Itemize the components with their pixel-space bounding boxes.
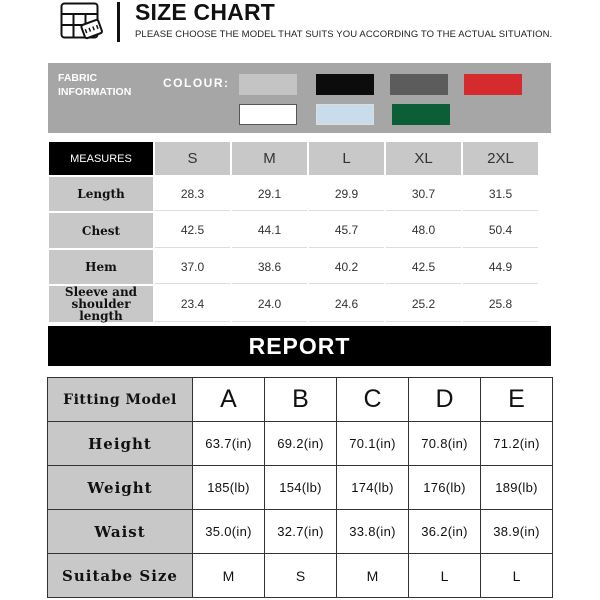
measures-header: MEASURES — [49, 142, 153, 175]
table-cell: 37.0 — [155, 250, 230, 284]
size-header: L — [309, 142, 384, 175]
size-header: M — [232, 142, 307, 175]
table-row — [49, 286, 538, 322]
table-cell: 69.2(in) — [265, 422, 337, 466]
model-header: C — [337, 378, 409, 422]
table-cell: 189(lb) — [481, 466, 553, 510]
table-row — [48, 466, 553, 510]
page-subtitle: PLEASE CHOOSE THE MODEL THAT SUITS YOU ACCORDING TO THE ACTUAL SITUATION. — [135, 29, 553, 40]
table-cell: 33.8(in) — [337, 510, 409, 554]
size-header: S — [155, 142, 230, 175]
size-measures-table — [47, 140, 540, 324]
table-cell: 28.3 — [155, 177, 230, 211]
table-cell: 31.5 — [463, 177, 538, 211]
fabric-information-label: FABRIC INFORMATION — [58, 72, 132, 98]
table-cell: M — [193, 554, 265, 598]
table-row — [48, 422, 553, 466]
table-cell: 176(lb) — [409, 466, 481, 510]
table-cell: 45.7 — [309, 213, 384, 248]
table-cell: 36.2(in) — [409, 510, 481, 554]
table-cell: M — [337, 554, 409, 598]
row-label: Suitabe Size — [48, 554, 193, 598]
colour-swatch-dark-grey[interactable] — [390, 74, 448, 95]
row-label: Waist — [48, 510, 193, 554]
model-header: B — [265, 378, 337, 422]
table-row — [48, 554, 553, 598]
fabric-information-panel — [48, 63, 551, 133]
table-cell: 40.2 — [309, 250, 384, 284]
table-cell: 29.1 — [232, 177, 307, 211]
table-header-row — [48, 378, 553, 422]
table-cell: 50.4 — [463, 213, 538, 248]
colour-label: COLOUR: — [163, 76, 230, 90]
row-label: Length — [49, 177, 153, 211]
table-row — [48, 510, 553, 554]
report-banner: REPORT — [48, 326, 551, 366]
table-cell: 44.1 — [232, 213, 307, 248]
table-cell: 32.7(in) — [265, 510, 337, 554]
row-label: Sleeve and shoulder length — [49, 286, 153, 322]
table-row — [49, 250, 538, 284]
table-cell: 25.8 — [463, 286, 538, 322]
table-cell: 42.5 — [155, 213, 230, 248]
table-cell: L — [481, 554, 553, 598]
colour-swatch-red[interactable] — [464, 74, 522, 95]
table-cell: L — [409, 554, 481, 598]
tape-measure-grid-icon — [60, 2, 104, 40]
table-row — [49, 177, 538, 211]
table-cell: 154(lb) — [265, 466, 337, 510]
table-cell: 23.4 — [155, 286, 230, 322]
table-cell: 185(lb) — [193, 466, 265, 510]
colour-swatch-heather-grey[interactable] — [239, 74, 297, 95]
table-cell: 71.2(in) — [481, 422, 553, 466]
size-header: XL — [386, 142, 461, 175]
size-header: 2XL — [463, 142, 538, 175]
table-cell: 24.0 — [232, 286, 307, 322]
table-cell: 38.6 — [232, 250, 307, 284]
table-cell: S — [265, 554, 337, 598]
table-row — [49, 213, 538, 248]
colour-swatch-white[interactable] — [239, 104, 297, 125]
header-divider — [117, 2, 120, 42]
row-label: Hem — [49, 250, 153, 284]
model-header: A — [193, 378, 265, 422]
table-cell: 24.6 — [309, 286, 384, 322]
table-cell: 30.7 — [386, 177, 461, 211]
table-cell: 174(lb) — [337, 466, 409, 510]
table-cell: 70.1(in) — [337, 422, 409, 466]
table-cell: 63.7(in) — [193, 422, 265, 466]
table-cell: 29.9 — [309, 177, 384, 211]
row-label: Chest — [49, 213, 153, 248]
table-cell: 70.8(in) — [409, 422, 481, 466]
fitting-model-header: Fitting Model — [48, 378, 193, 422]
table-cell: 42.5 — [386, 250, 461, 284]
table-cell: 48.0 — [386, 213, 461, 248]
row-label: Weight — [48, 466, 193, 510]
page-title: SIZE CHART — [135, 0, 275, 25]
table-cell: 25.2 — [386, 286, 461, 322]
model-header: E — [481, 378, 553, 422]
table-cell: 35.0(in) — [193, 510, 265, 554]
table-cell: 44.9 — [463, 250, 538, 284]
model-header: D — [409, 378, 481, 422]
colour-swatch-green[interactable] — [392, 104, 450, 125]
table-header-row — [49, 142, 538, 175]
colour-swatch-light-blue[interactable] — [316, 104, 374, 125]
colour-swatch-black[interactable] — [316, 74, 374, 95]
table-cell: 38.9(in) — [481, 510, 553, 554]
row-label: Height — [48, 422, 193, 466]
fitting-model-report-table — [47, 377, 553, 598]
